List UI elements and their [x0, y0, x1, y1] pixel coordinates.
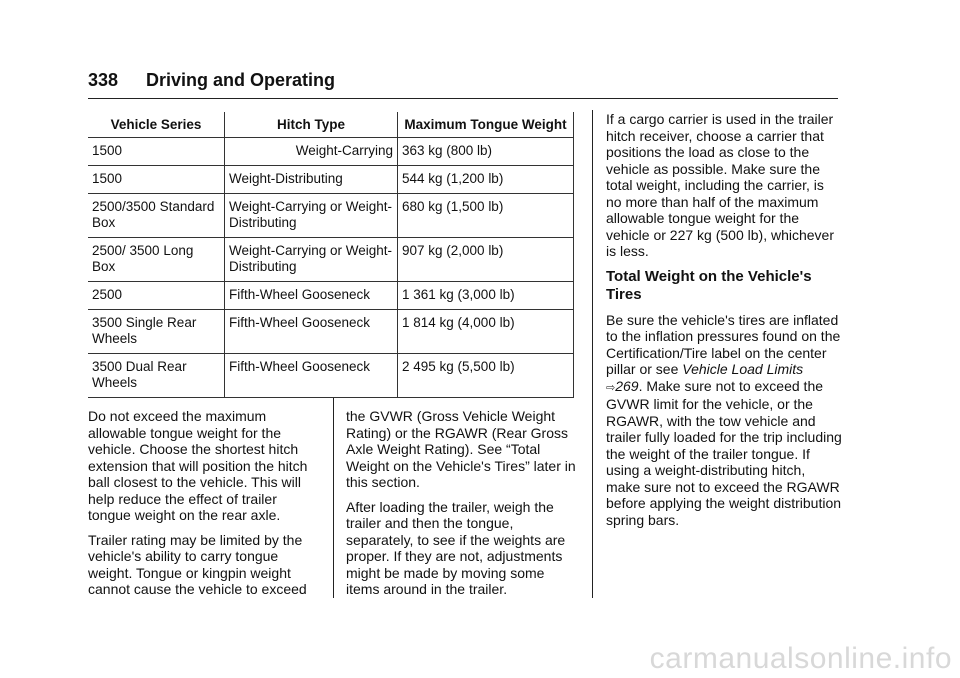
cell-hitch-type: Fifth-Wheel Gooseneck — [225, 354, 398, 398]
column-divider — [592, 110, 593, 598]
paragraph: the GVWR (Gross Vehicle Weight Rating) or the RGAWR (Rear Gross Axle Weight Rating). See “Total Weight on the Vehicle's Tires” later in this section. — [346, 408, 576, 490]
table-row — [88, 238, 574, 282]
table-row — [88, 138, 574, 166]
cell-vehicle-series: 1500 — [88, 166, 225, 194]
cell-vehicle-series: 1500 — [88, 138, 225, 166]
cell-max-weight: 363 kg (800 lb) — [398, 138, 574, 166]
paragraph: Trailer rating may be limited by the vehicle's ability to carry tongue weight. Tongue or kingpin weight cannot cause the vehicle to exceed — [88, 531, 307, 597]
page-ref-arrow-icon: ⇨ — [606, 381, 616, 394]
column-divider — [333, 398, 334, 598]
table-header-row — [88, 112, 574, 138]
cell-vehicle-series: 2500 — [88, 282, 225, 310]
table-row — [88, 310, 574, 354]
vehicle-load-limits-link[interactable]: Vehicle Load Limits — [682, 361, 804, 377]
text-column-2 — [346, 408, 578, 606]
page-number: 338 — [88, 70, 119, 90]
tongue-weight-table — [88, 112, 574, 398]
header-rule — [88, 98, 838, 99]
col-header-max-tongue-weight: Maximum Tongue Weight — [398, 112, 574, 138]
paragraph-text: Be sure the vehicle's tires are inflated to the inflation pressures found on the Certification/Tire label on the center pillar or see — [606, 311, 841, 377]
text-column-1 — [88, 408, 320, 606]
cell-max-weight: 544 kg (1,200 lb) — [398, 166, 574, 194]
cell-max-weight: 680 kg (1,500 lb) — [398, 194, 574, 238]
table-row — [88, 282, 574, 310]
cell-max-weight: 1 361 kg (3,000 lb) — [398, 282, 574, 310]
page-header — [88, 70, 335, 91]
cell-max-weight: 2 495 kg (5,500 lb) — [398, 354, 574, 398]
cell-hitch-type: Weight-Carrying — [225, 138, 398, 166]
cell-hitch-type: Weight-Distributing — [225, 166, 398, 194]
page-ref-number[interactable]: 269 — [615, 377, 639, 394]
table-row — [88, 194, 574, 238]
cell-hitch-type: Weight-Carrying or Weight-Distributing — [225, 194, 398, 238]
col-header-vehicle-series: Vehicle Series — [88, 112, 225, 138]
section-title: Driving and Operating — [146, 70, 336, 90]
paragraph: After loading the trailer, weigh the trailer and then the tongue, separately, to see if the weights are proper. If they are not, adjustments might be made by moving some items around in the trailer. — [346, 498, 566, 597]
paragraph: If a cargo carrier is used in the trailer hitch receiver, choose a carrier that positions the load as close to the vehicle as possible. Make sure the total weight, including the carrier, is no more than half of the maximum allowable tongue weight for the vehicle or 227 kg (500 lb), whichever is less. — [606, 111, 835, 259]
cell-vehicle-series: 3500 Dual Rear Wheels — [88, 354, 225, 398]
cell-vehicle-series: 2500/3500 Standard Box — [88, 194, 225, 238]
table-row — [88, 166, 574, 194]
watermark: carmanualsonline.info — [649, 642, 952, 675]
table-row — [88, 354, 574, 398]
cell-hitch-type: Fifth-Wheel Gooseneck — [225, 310, 398, 354]
section-heading: Total Weight on the Vehicle's Tires — [606, 267, 812, 303]
cell-vehicle-series: 3500 Single Rear Wheels — [88, 310, 225, 354]
cell-max-weight: 1 814 kg (4,000 lb) — [398, 310, 574, 354]
text-column-3 — [606, 111, 842, 536]
col-header-hitch-type: Hitch Type — [225, 112, 398, 138]
cell-vehicle-series: 2500/ 3500 Long Box — [88, 238, 225, 282]
paragraph: Do not exceed the maximum allowable tongue weight for the vehicle. Choose the shortest hitch extension that will position the hitch ball closest to the vehicle. This will help reduce the effect of trailer tongue weight on the rear axle. — [88, 408, 308, 523]
paragraph — [606, 312, 842, 529]
cell-hitch-type: Fifth-Wheel Gooseneck — [225, 282, 398, 310]
cell-max-weight: 907 kg (2,000 lb) — [398, 238, 574, 282]
paragraph-text: . Make sure not to exceed the GVWR limit for the vehicle, or the RGAWR, with the tow vehicle and trailer fully loaded for the trip including the weight of the trailer tongue. If using a weight-distributing hitch, make sure not to exceed the RGAWR before applying the weight distribution spring bars. — [606, 377, 842, 528]
cell-hitch-type: Weight-Carrying or Weight-Distributing — [225, 238, 398, 282]
